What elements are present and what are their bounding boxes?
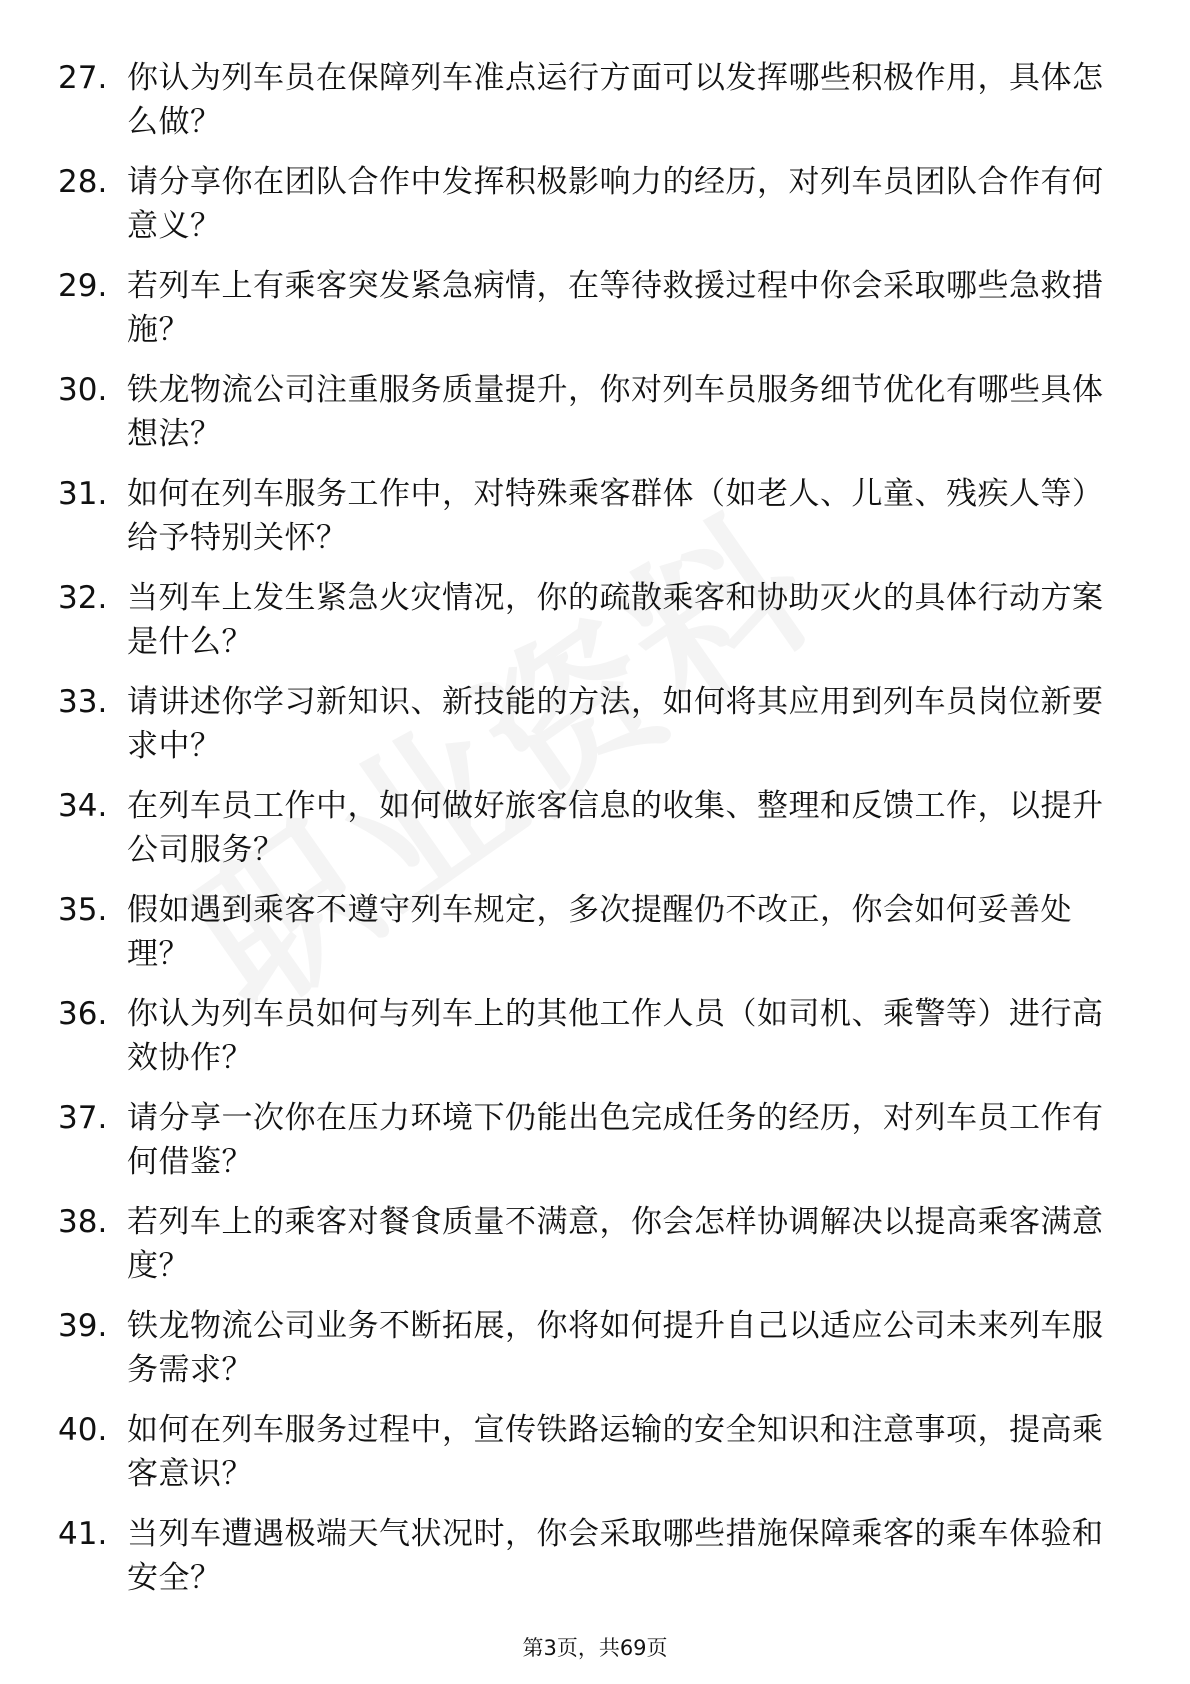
question-text: 当列车上发生紧急火灾情况，你的疏散乘客和协助灭火的具体行动方案是什么？	[127, 580, 1104, 660]
question-text: 你认为列车员如何与列车上的其他工作人员（如司机、乘警等）进行高效协作？	[127, 996, 1104, 1076]
question-number: 27.	[58, 60, 108, 96]
question-number: 35.	[58, 892, 108, 928]
question-text: 若列车上有乘客突发紧急病情，在等待救援过程中你会采取哪些急救措施？	[127, 268, 1104, 348]
question-number: 41.	[58, 1516, 108, 1552]
question-number: 30.	[58, 372, 108, 408]
question-text: 铁龙物流公司注重服务质量提升，你对列车员服务细节优化有哪些具体想法？	[127, 372, 1104, 452]
list-item	[0, 48, 1190, 152]
list-item	[0, 984, 1190, 1088]
question-text: 请分享你在团队合作中发挥积极影响力的经历，对列车员团队合作有何意义？	[127, 164, 1104, 244]
question-list	[0, 48, 1190, 1608]
question-text: 铁龙物流公司业务不断拓展，你将如何提升自己以适应公司未来列车服务需求？	[127, 1308, 1104, 1388]
question-text: 请讲述你学习新知识、新技能的方法，如何将其应用到列车员岗位新要求中？	[127, 684, 1104, 764]
list-item	[0, 568, 1190, 672]
list-item	[0, 880, 1190, 984]
question-text: 在列车员工作中，如何做好旅客信息的收集、整理和反馈工作，以提升公司服务？	[127, 788, 1104, 868]
list-item	[0, 152, 1190, 256]
list-item	[0, 1296, 1190, 1400]
question-number: 36.	[58, 996, 108, 1032]
question-number: 37.	[58, 1100, 108, 1136]
question-text: 如何在列车服务过程中，宣传铁路运输的安全知识和注意事项，提高乘客意识？	[127, 1412, 1104, 1492]
list-item	[0, 464, 1190, 568]
question-number: 39.	[58, 1308, 108, 1344]
list-item	[0, 1088, 1190, 1192]
question-number: 33.	[58, 684, 108, 720]
question-text: 你认为列车员在保障列车准点运行方面可以发挥哪些积极作用，具体怎么做？	[127, 60, 1104, 140]
question-number: 40.	[58, 1412, 108, 1448]
question-number: 32.	[58, 580, 108, 616]
list-item	[0, 1192, 1190, 1296]
question-text: 假如遇到乘客不遵守列车规定，多次提醒仍不改正，你会如何妥善处理？	[127, 892, 1072, 972]
list-item	[0, 256, 1190, 360]
question-text: 如何在列车服务工作中，对特殊乘客群体（如老人、儿童、残疾人等）给予特别关怀？	[127, 476, 1104, 556]
question-text: 当列车遭遇极端天气状况时，你会采取哪些措施保障乘客的乘车体验和安全？	[127, 1516, 1104, 1596]
question-text: 请分享一次你在压力环境下仍能出色完成任务的经历，对列车员工作有何借鉴？	[127, 1100, 1104, 1180]
question-number: 31.	[58, 476, 108, 512]
question-number: 34.	[58, 788, 108, 824]
list-item	[0, 776, 1190, 880]
question-text: 若列车上的乘客对餐食质量不满意，你会怎样协调解决以提高乘客满意度？	[127, 1204, 1104, 1284]
list-item	[0, 1504, 1190, 1608]
page-footer: 第3页，共69页	[522, 1636, 668, 1660]
list-item	[0, 1400, 1190, 1504]
list-item	[0, 672, 1190, 776]
question-number: 38.	[58, 1204, 108, 1240]
list-item	[0, 360, 1190, 464]
question-number: 29.	[58, 268, 108, 304]
question-number: 28.	[58, 164, 108, 200]
